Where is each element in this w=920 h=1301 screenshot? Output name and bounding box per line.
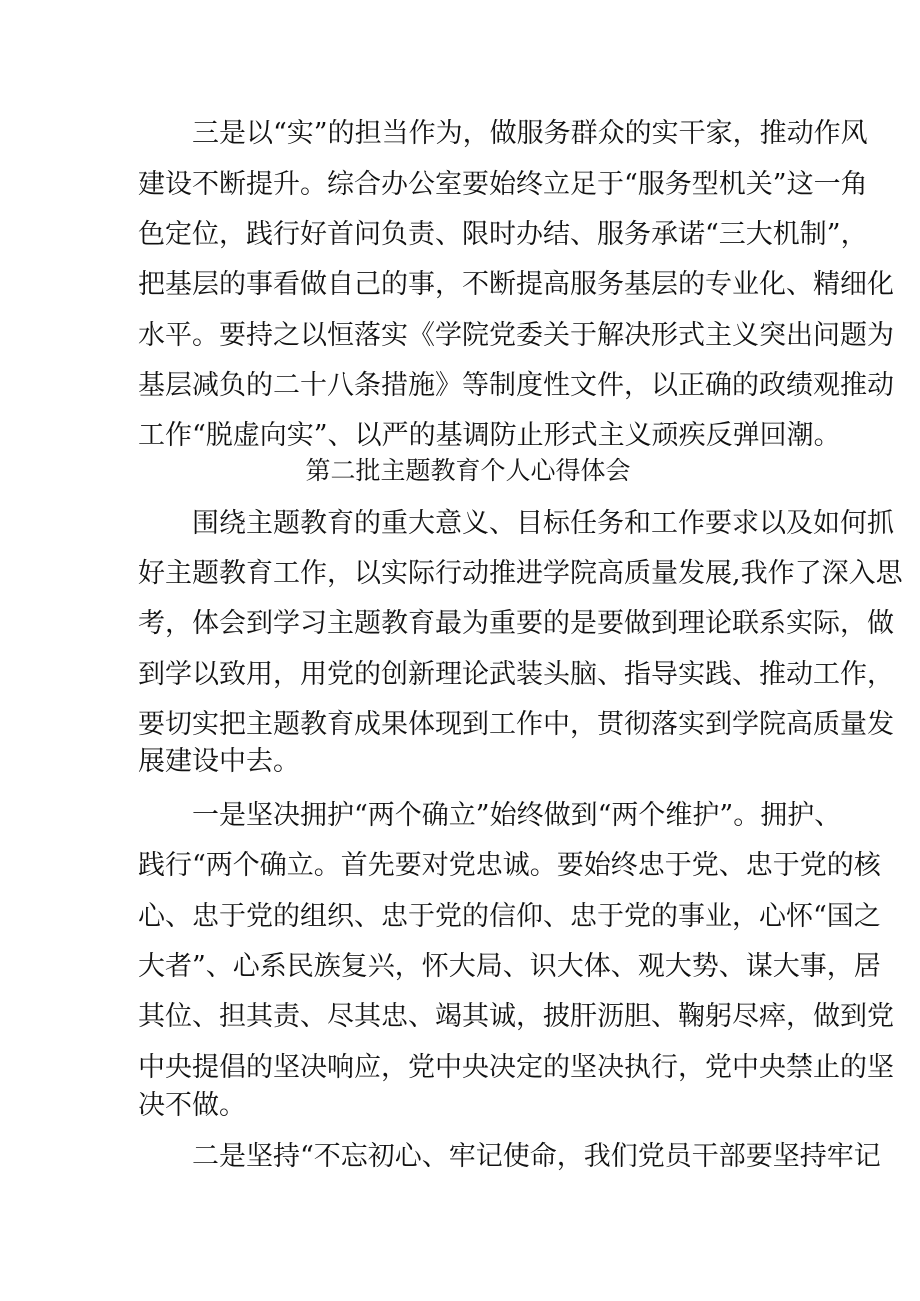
paragraph-2-line: 围绕主题教育的重大意义、目标任务和工作要求以及如何抓 bbox=[192, 508, 894, 539]
paragraph-2-line: 展建设中去。 bbox=[138, 746, 300, 777]
paragraph-3-line: 践行“两个确立。首先要对党忠诚。要始终忠于党、忠于党的核 bbox=[138, 850, 881, 881]
section-title: 第二批主题教育个人心得体会 bbox=[305, 456, 631, 485]
paragraph-3-line: 中央提倡的坚决响应，党中央决定的坚决执行，党中央禁止的坚 bbox=[138, 1052, 894, 1083]
paragraph-1-line: 工作“脱虚向实”、以严的基调防止形式主义顽疾反弹回潮。 bbox=[138, 420, 841, 451]
paragraph-2-line: 考，体会到学习主题教育最为重要的是要做到理论联系实际，做 bbox=[138, 608, 894, 639]
paragraph-4-line: 二是坚持“不忘初心、牢记使命，我们党员干部要坚持牢记 bbox=[192, 1141, 881, 1172]
paragraph-3-line: 心、忠于党的组织、忠于党的信仰、忠于党的事业，心怀“国之 bbox=[138, 901, 881, 932]
paragraph-3-line: 一是坚决拥护“两个确立”始终做到“两个维护”。拥护、 bbox=[192, 800, 842, 831]
paragraph-1-line: 水平。要持之以恒落实《学院党委关于解决形式主义突出问题为 bbox=[138, 320, 894, 351]
paragraph-1-line: 三是以“实”的担当作为，做服务群众的实干家，推动作风 bbox=[192, 118, 868, 149]
paragraph-2-line: 要切实把主题教育成果体现到工作中，贯彻落实到学院高质量发 bbox=[138, 709, 894, 740]
paragraph-1-line: 建设不断提升。综合办公室要始终立足于“服务型机关”这一角 bbox=[138, 169, 868, 200]
paragraph-3-line: 大者”、心系民族复兴，怀大局、识大体、观大势、谋大事，居 bbox=[138, 951, 881, 982]
paragraph-3-line: 决不做。 bbox=[138, 1090, 246, 1121]
paragraph-3-line: 其位、担其责、尽其忠、竭其诚，披肝沥胆、鞠躬尽瘁，做到党 bbox=[138, 1001, 894, 1032]
paragraph-2-line: 到学以致用，用党的创新理论武装头脑、指导实践、推动工作， bbox=[138, 659, 894, 690]
paragraph-1-line: 基层减负的二十八条措施》等制度性文件，以正确的政绩观推动 bbox=[138, 370, 894, 401]
paragraph-1-line: 色定位，践行好首问负责、限时办结、服务承诺“三大机制”， bbox=[138, 219, 868, 250]
paragraph-2-line: 好主题教育工作，以实际行动推进学院高质量发展,我作了深入思 bbox=[138, 558, 903, 589]
paragraph-1-line: 把基层的事看做自己的事，不断提高服务基层的专业化、精细化 bbox=[138, 269, 894, 300]
